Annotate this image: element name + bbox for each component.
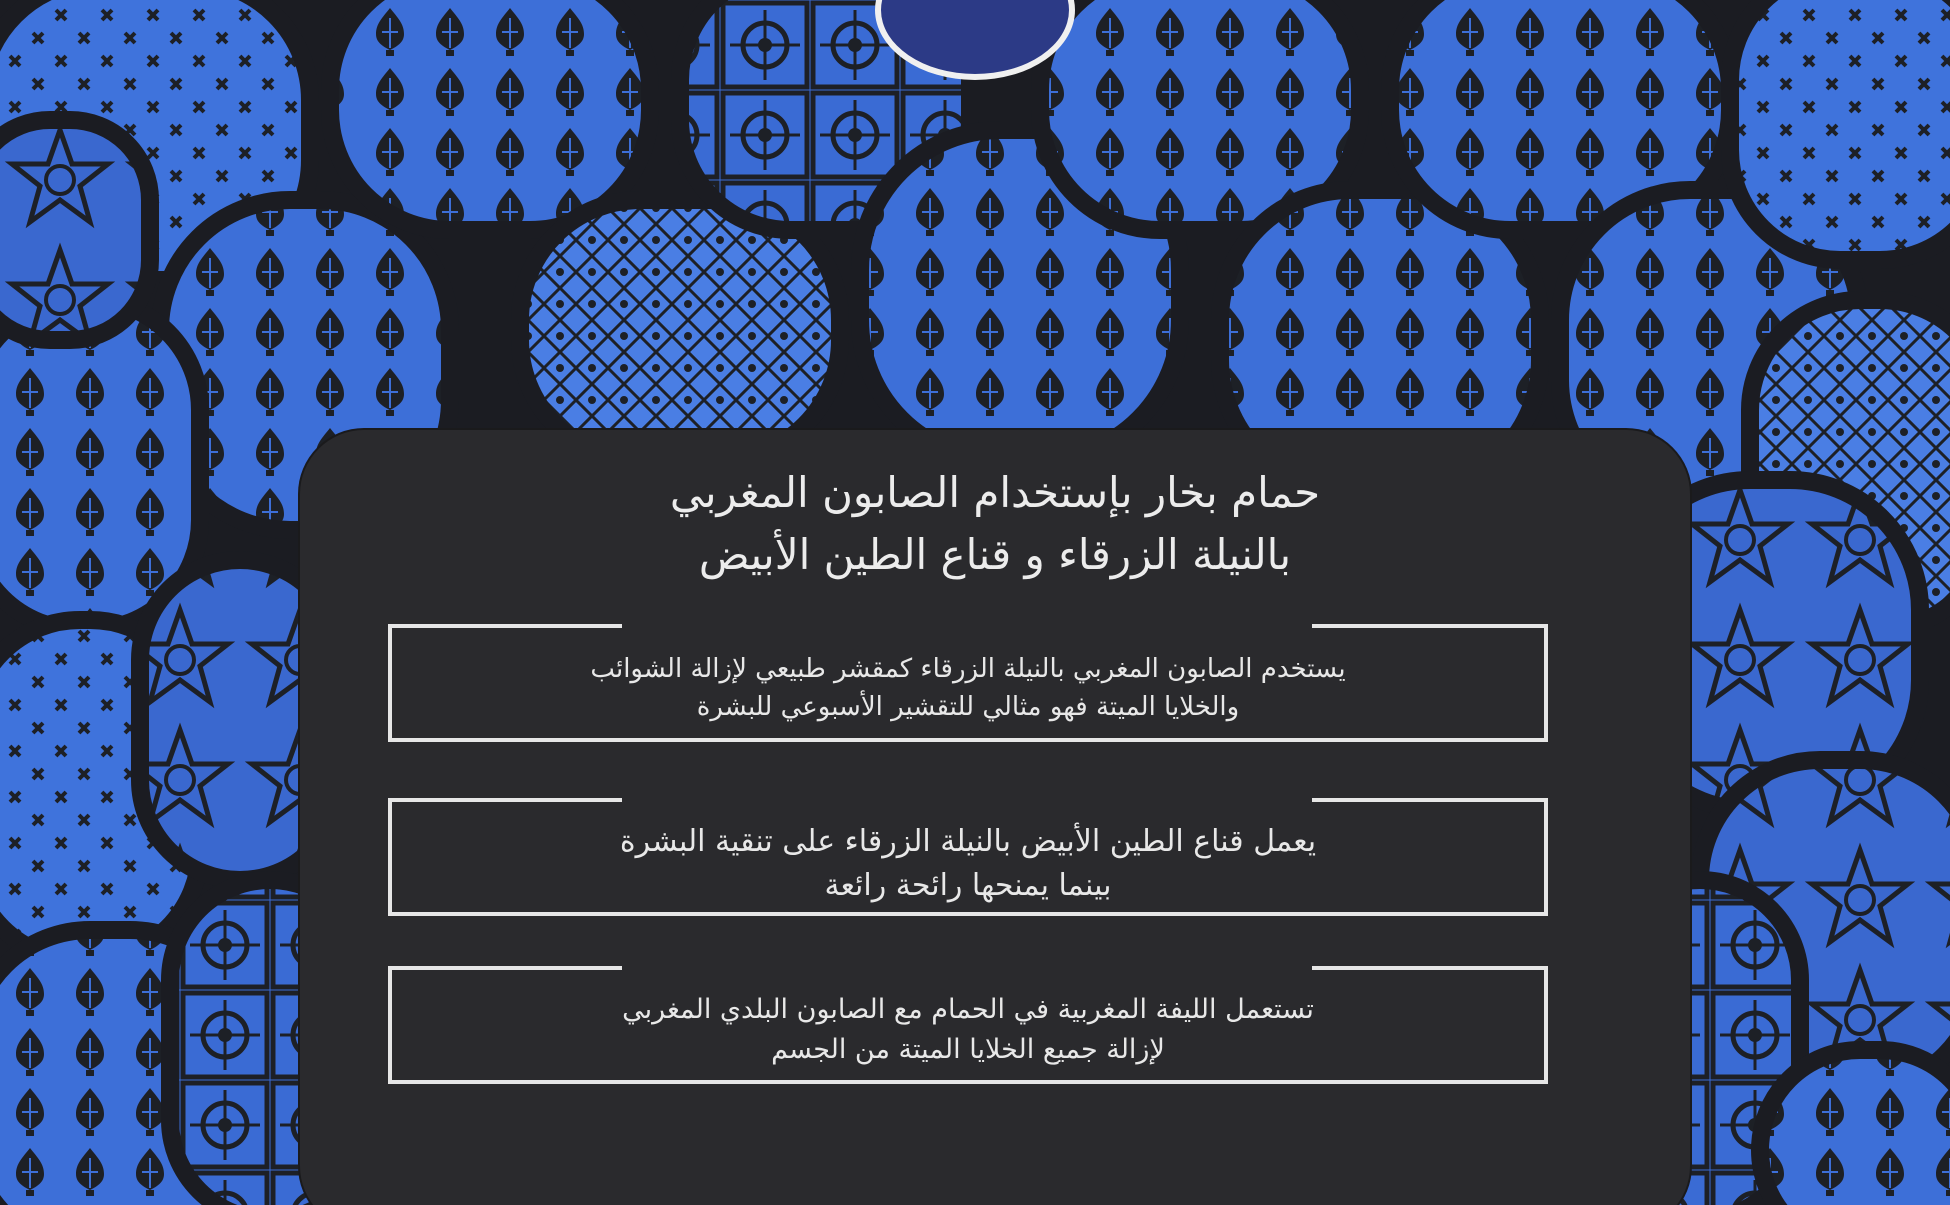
info-box-clay-mask-line-2: بينما يمنحها رائحة رائعة — [824, 868, 1112, 903]
headline-line-2: بالنيلة الزرقاء و قناع الطين الأبيض — [698, 530, 1292, 579]
headline-line-1: حمام بخار بإستخدام الصابون المغربي — [669, 468, 1321, 517]
info-box-loofah-line-2: لإزالة جميع الخلايا الميتة من الجسم — [771, 1034, 1165, 1065]
info-box-soap-line-1: يستخدم الصابون المغربي بالنيلة الزرقاء كمقشر طبيعي لإزالة الشوائب — [590, 654, 1346, 684]
info-box-soap-line-2: والخلايا الميتة فهو مثالي للتقشير الأسبوعي للبشرة — [696, 692, 1240, 722]
info-box-loofah — [388, 966, 1548, 1084]
product-headline — [430, 462, 1560, 586]
info-box-clay-mask-line-1: يعمل قناع الطين الأبيض بالنيلة الزرقاء على تنقية البشرة — [619, 824, 1317, 859]
info-box-clay-mask — [388, 798, 1548, 916]
info-box-soap — [388, 624, 1548, 742]
info-box-loofah-line-1: تستعمل الليفة المغربية في الحمام مع الصابون البلدي المغربي — [622, 994, 1314, 1025]
